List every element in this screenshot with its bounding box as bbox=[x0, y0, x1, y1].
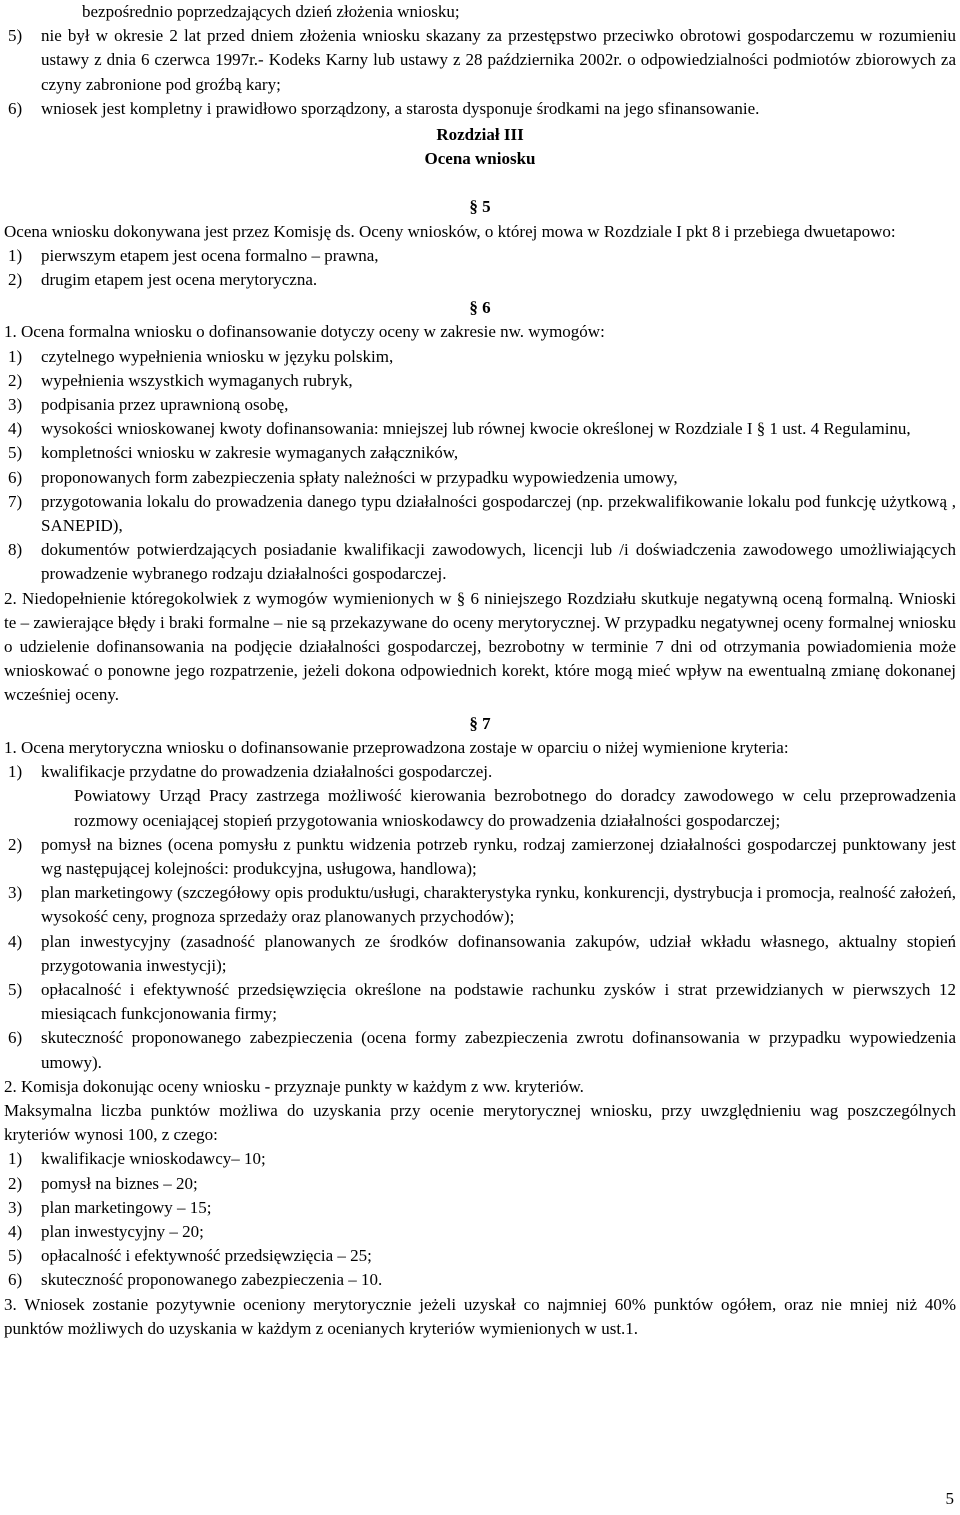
list-item: 5) opłacalność i efektywność przedsięwzięcia – 25; bbox=[8, 1246, 372, 1266]
page-number: 5 bbox=[945, 1488, 954, 1508]
list-item: 7) przygotowania lokalu do prowadzenia danego typu działalności gospodarczej (np. przekwalifikowanie lokalu pod funkcję użytkową , SANEPID), bbox=[8, 491, 956, 536]
list-item: 5) kompletności wniosku w zakresie wymaganych załączników, bbox=[8, 443, 459, 463]
section-heading: § 6 bbox=[469, 298, 491, 318]
list-item: 6) skuteczność proponowanego zabezpieczenia – 10. bbox=[8, 1270, 383, 1290]
list-item: 2) pomysł na biznes (ocena pomysłu z punktu widzenia potrzeb rynku, rodzaj zamierzonej działalności gospodarczej punktowany jest wg następującej kolejności: produkcyjna, usługowa, handlowa); bbox=[8, 834, 956, 878]
section-intro: 1. Ocena merytoryczna wniosku o dofinansowanie przeprowadzona zostaje w oparciu o niżej wymienione kryteria: bbox=[4, 737, 789, 757]
document-page bbox=[4, 0, 956, 1341]
section-heading: § 5 bbox=[469, 197, 491, 217]
list-item: 2) pomysł na biznes – 20; bbox=[8, 1173, 198, 1193]
list-item: 5) nie był w okresie 2 lat przed dniem złożenia wniosku skazany za przestępstwo przeciwko obrotowi gospodarczemu w rozumieniu ustawy z dnia 6 czerwca 1997r.- Kodeks Karny lub ustawy z 28 października 2002r. o odpowiedzialności podmiotów zbiorowych za czyny zabronione pod groźbą kary; bbox=[8, 26, 956, 94]
section-intro: Ocena wniosku dokonywana jest przez Komisję ds. Oceny wniosków, o której mowa w Rozdziale I pkt 8 i przebiega dwuetapowo: bbox=[4, 221, 896, 241]
list-item: 3) plan marketingowy – 15; bbox=[8, 1197, 212, 1217]
chapter-subtitle: Ocena wniosku bbox=[424, 149, 536, 169]
list-item: 1) czytelnego wypełnienia wniosku w języku polskim, bbox=[8, 346, 394, 366]
list-item: 2) drugim etapem jest ocena merytoryczna. bbox=[8, 270, 318, 290]
list-item: 6) proponowanych form zabezpieczenia spłaty należności w przypadku wypowiedzenia umowy, bbox=[8, 467, 678, 487]
section-paragraph: 2. Niedopełnienie któregokolwiek z wymogów wymienionych w § 6 niniejszego Rozdziału skutkuje negatywną oceną formalną. Wnioski te – zawierające błędy i braki formalne – nie są przekazywane do oceny merytorycznej. W przypadku negatywnej oceny formalnej wniosku o udzielenie dofinansowania na podjęcie działalności gospodarczej, bezrobotny w terminie 7 dni od otrzymania powiadomienia może wnioskować o ponowne jego rozpatrzenie, jeżeli dokona odpowiednich korekt, które mogą mieć wpływ na ewentualną zmianę dokonanej wcześniej oceny. bbox=[4, 588, 956, 705]
continuation-line: bezpośrednio poprzedzających dzień złożenia wniosku; bbox=[82, 2, 460, 21]
list-item: 3) plan marketingowy (szczegółowy opis produktu/usługi, charakterystyka rynku, konkurencji, dystrybucja i promocja, realność założeń, wysokość ceny, prognoza sprzedaży oraz planowanych przychodów); bbox=[8, 883, 956, 927]
list-item: 8) dokumentów potwierdzających posiadanie kwalifikacji zawodowych, licencji lub /i doświadczenia zawodowego umożliwiających prowadzenie wybranego rodzaju działalności gospodarczej. bbox=[8, 540, 956, 584]
section-paragraph: 3. Wniosek zostanie pozytywnie oceniony merytorycznie jeżeli uzyskał co najmniej 60% punktów ogółem, oraz nie mniej niż 40% punktów możliwych do uzyskania w każdym z ocenianych kryteriów wymienionych w ust.1. bbox=[4, 1294, 956, 1338]
list-item: 6) skuteczność proponowanego zabezpieczenia (ocena formy zabezpieczenia zwrotu dofinansowania w przypadku wypowiedzenia umowy). bbox=[8, 1028, 956, 1072]
list-item: 5) opłacalność i efektywność przedsięwzięcia określone na podstawie rachunku zysków i strat przewidzianych w pierwszych 12 miesiącach funkcjonowania firmy; bbox=[8, 979, 956, 1024]
list-item-note: Powiatowy Urząd Pracy zastrzega możliwość kierowania bezrobotnego do doradcy zawodowego w celu przeprowadzenia rozmowy oceniającej stopień przygotowania wnioskodawcy do prowadzenia działalności gospodarczej; bbox=[74, 786, 956, 830]
list-item: 1) kwalifikacje wnioskodawcy– 10; bbox=[8, 1149, 266, 1169]
list-item: 4) wysokości wnioskowanej kwoty dofinansowania: mniejszej lub równej kwocie określonej w Rozdziale I § 1 ust. 4 Regulaminu, bbox=[8, 419, 911, 439]
list-item: 6) wniosek jest kompletny i prawidłowo sporządzony, a starosta dysponuje środkami na jego sfinansowanie. bbox=[8, 98, 760, 118]
chapter-title: Rozdział III bbox=[436, 125, 524, 145]
list-item: 2) wypełnienia wszystkich wymaganych rubryk, bbox=[8, 370, 353, 390]
section-paragraph: Maksymalna liczba punktów możliwa do uzyskania przy ocenie merytorycznej wniosku, przy uwzględnieniu wag poszczególnych kryteriów wynosi 100, z czego: bbox=[4, 1100, 956, 1145]
section-intro: 1. Ocena formalna wniosku o dofinansowanie dotyczy oceny w zakresie nw. wymogów: bbox=[4, 322, 605, 342]
list-item: 4) plan inwestycyjny (zasadność planowanych ze środków dofinansowania zakupów, udział wkładu własnego, aktualny stopień przygotowania inwestycji); bbox=[8, 931, 956, 975]
list-item: 1) pierwszym etapem jest ocena formalno – prawna, bbox=[8, 245, 379, 265]
list-item: 3) podpisania przez uprawnioną osobę, bbox=[8, 395, 289, 415]
section-paragraph: 2. Komisja dokonując oceny wniosku - przyznaje punkty w każdym z ww. kryteriów. bbox=[4, 1076, 584, 1096]
list-item: 1) kwalifikacje przydatne do prowadzenia działalności gospodarczej. bbox=[8, 762, 493, 782]
list-item: 4) plan inwestycyjny – 20; bbox=[8, 1221, 204, 1241]
section-heading: § 7 bbox=[469, 713, 491, 733]
